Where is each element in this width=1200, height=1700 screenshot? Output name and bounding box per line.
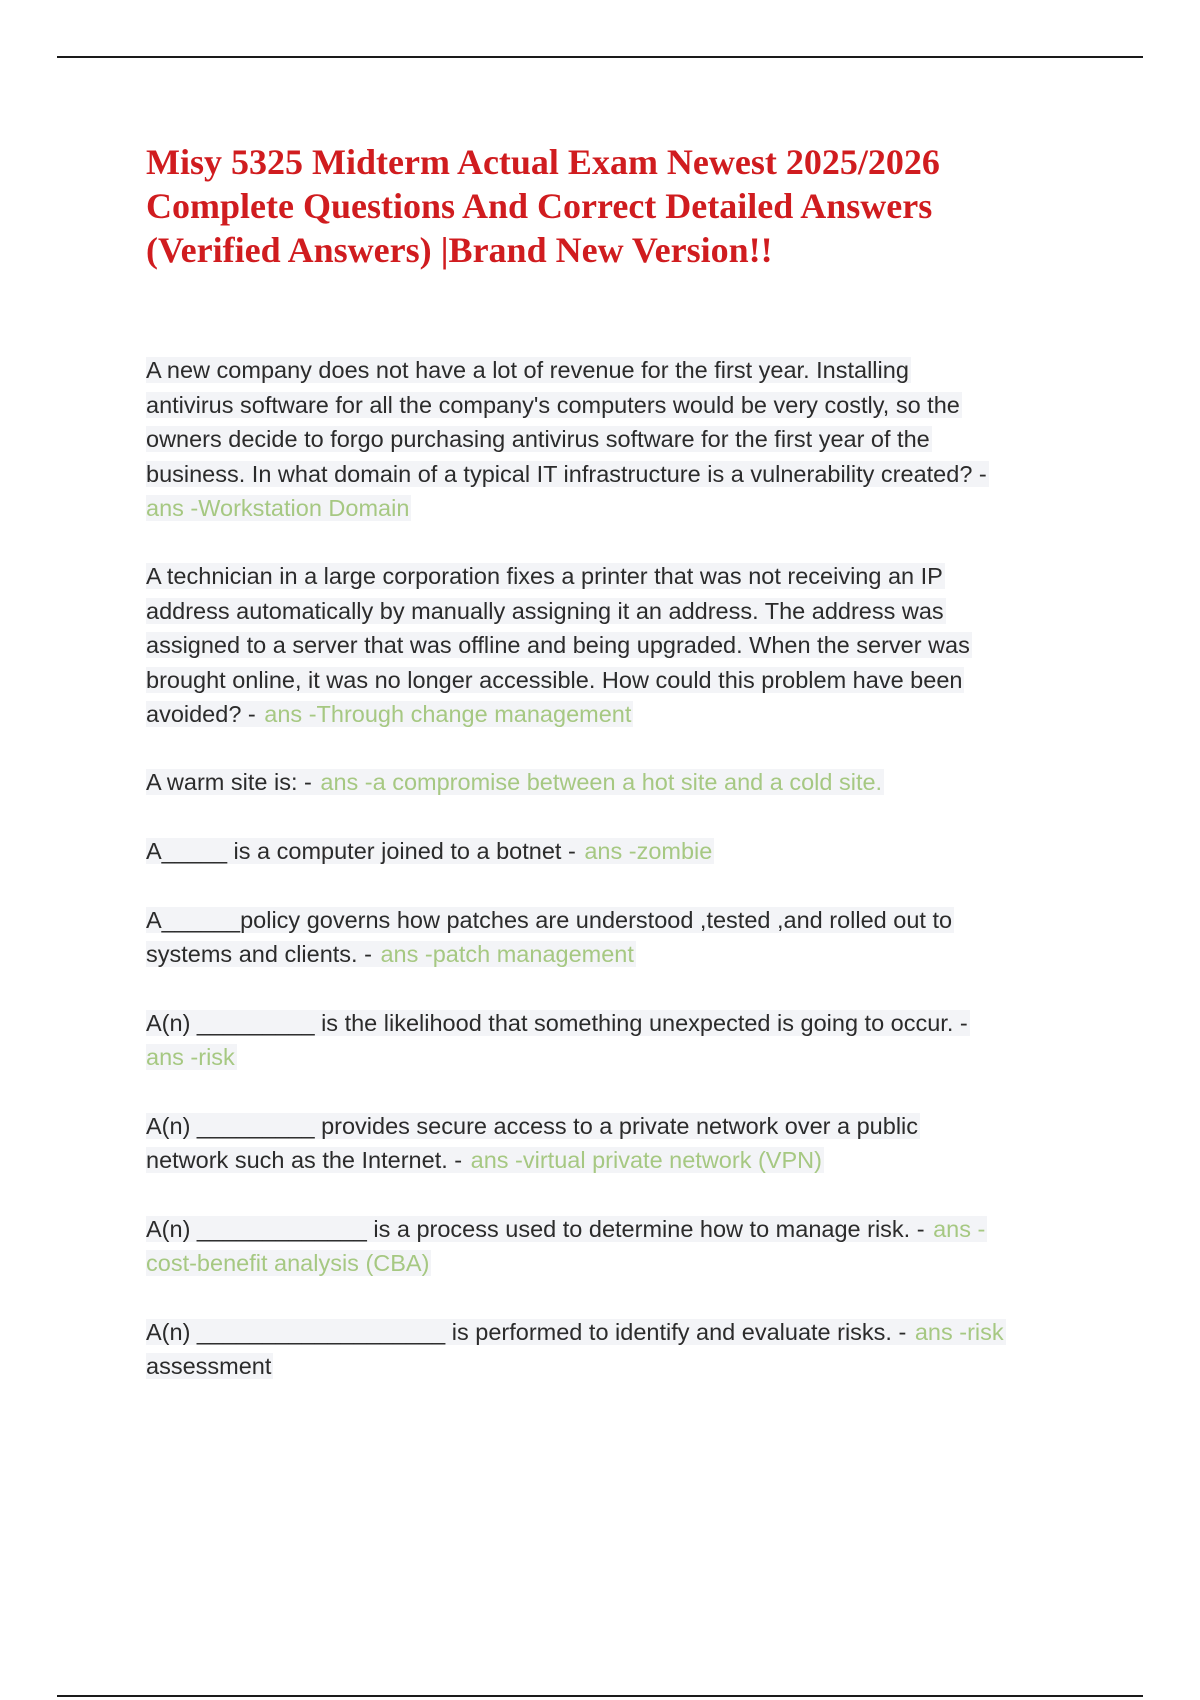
question-text: A technician in a large corporation fixes a printer that was not receiving an IP <box>146 563 943 589</box>
question-text: assessment <box>146 1353 272 1379</box>
qa-line <box>146 388 1086 423</box>
title-line-2: Complete Questions And Correct Detailed Answers <box>146 186 933 226</box>
qa-item <box>146 1315 1086 1384</box>
qa-line <box>146 1315 1086 1350</box>
answer-text: ans -patch management <box>380 941 634 967</box>
question-text: A(n) _________ is the likelihood that something unexpected is going to occur. - <box>146 1009 968 1036</box>
document-title <box>146 140 1076 272</box>
title-line-1: Misy 5325 Midterm Actual Exam Newest 2025/2026 <box>146 142 940 182</box>
qa-line <box>146 765 1086 800</box>
qa-item <box>146 1006 1086 1075</box>
qa-line <box>146 1246 1086 1281</box>
answer-text: ans -zombie <box>584 838 713 864</box>
title-line-3: (Verified Answers) |Brand New Version!! <box>146 230 773 270</box>
question-text: avoided? - <box>146 701 263 727</box>
qa-line <box>146 1040 1086 1075</box>
question-text: A(n) ___________________ is performed to identify and evaluate risks. - <box>146 1318 913 1345</box>
answer-text: ans -Through change management <box>264 701 632 727</box>
qa-item <box>146 903 1086 972</box>
qa-line <box>146 697 1086 732</box>
answer-text: ans -Workstation Domain <box>146 495 410 521</box>
answer-text: cost-benefit analysis (CBA) <box>146 1250 430 1276</box>
answer-text: ans -a compromise between a hot site and a cold site. <box>320 768 883 795</box>
question-text: address automatically by manually assigning it an address. The address was <box>146 597 944 624</box>
answer-text: ans - <box>933 1215 986 1242</box>
question-text: business. In what domain of a typical IT infrastructure is a vulnerability created? - <box>146 460 987 487</box>
question-text: owners decide to forgo purchasing antivirus software for the first year of the <box>146 426 930 452</box>
question-text: assigned to a server that was offline and being upgraded. When the server was <box>146 632 970 658</box>
question-text: A(n) _____________ is a process used to determine how to manage risk. - <box>146 1215 932 1242</box>
qa-line <box>146 628 1086 663</box>
question-text: brought online, it was no longer accessible. How could this problem have been <box>146 666 963 693</box>
qa-line <box>146 491 1086 526</box>
qa-item <box>146 765 1086 800</box>
qa-line <box>146 1006 1086 1041</box>
qa-list <box>146 353 1086 1384</box>
qa-line <box>146 663 1086 698</box>
qa-line <box>146 903 1086 938</box>
qa-line <box>146 1212 1086 1247</box>
qa-line <box>146 559 1086 594</box>
question-text: A______policy governs how patches are understood ,tested ,and rolled out to <box>146 906 953 933</box>
question-text: antivirus software for all the company's computers would be very costly, so the <box>146 391 960 418</box>
question-text: A_____ is a computer joined to a botnet - <box>146 838 583 864</box>
footer-rule <box>57 1695 1143 1697</box>
answer-text: ans -risk <box>914 1318 1004 1345</box>
question-text: network such as the Internet. - <box>146 1147 469 1173</box>
question-text: A new company does not have a lot of revenue for the first year. Installing <box>146 357 909 383</box>
qa-line <box>146 1349 1086 1384</box>
qa-item <box>146 1212 1086 1281</box>
qa-line <box>146 834 1086 869</box>
qa-line <box>146 353 1086 388</box>
qa-line <box>146 1109 1086 1144</box>
question-text: A warm site is: - <box>146 768 319 795</box>
answer-text: ans -virtual private network (VPN) <box>470 1147 822 1173</box>
question-text: systems and clients. - <box>146 941 379 967</box>
qa-item <box>146 834 1086 869</box>
qa-line <box>146 457 1086 492</box>
qa-line <box>146 594 1086 629</box>
qa-item <box>146 559 1086 732</box>
question-text: A(n) _________ provides secure access to a private network over a public <box>146 1112 919 1139</box>
qa-item <box>146 353 1086 526</box>
qa-line <box>146 422 1086 457</box>
qa-line <box>146 1143 1086 1178</box>
answer-text: ans -risk <box>146 1044 235 1070</box>
header-rule <box>57 56 1143 58</box>
qa-item <box>146 1109 1086 1178</box>
qa-line <box>146 937 1086 972</box>
